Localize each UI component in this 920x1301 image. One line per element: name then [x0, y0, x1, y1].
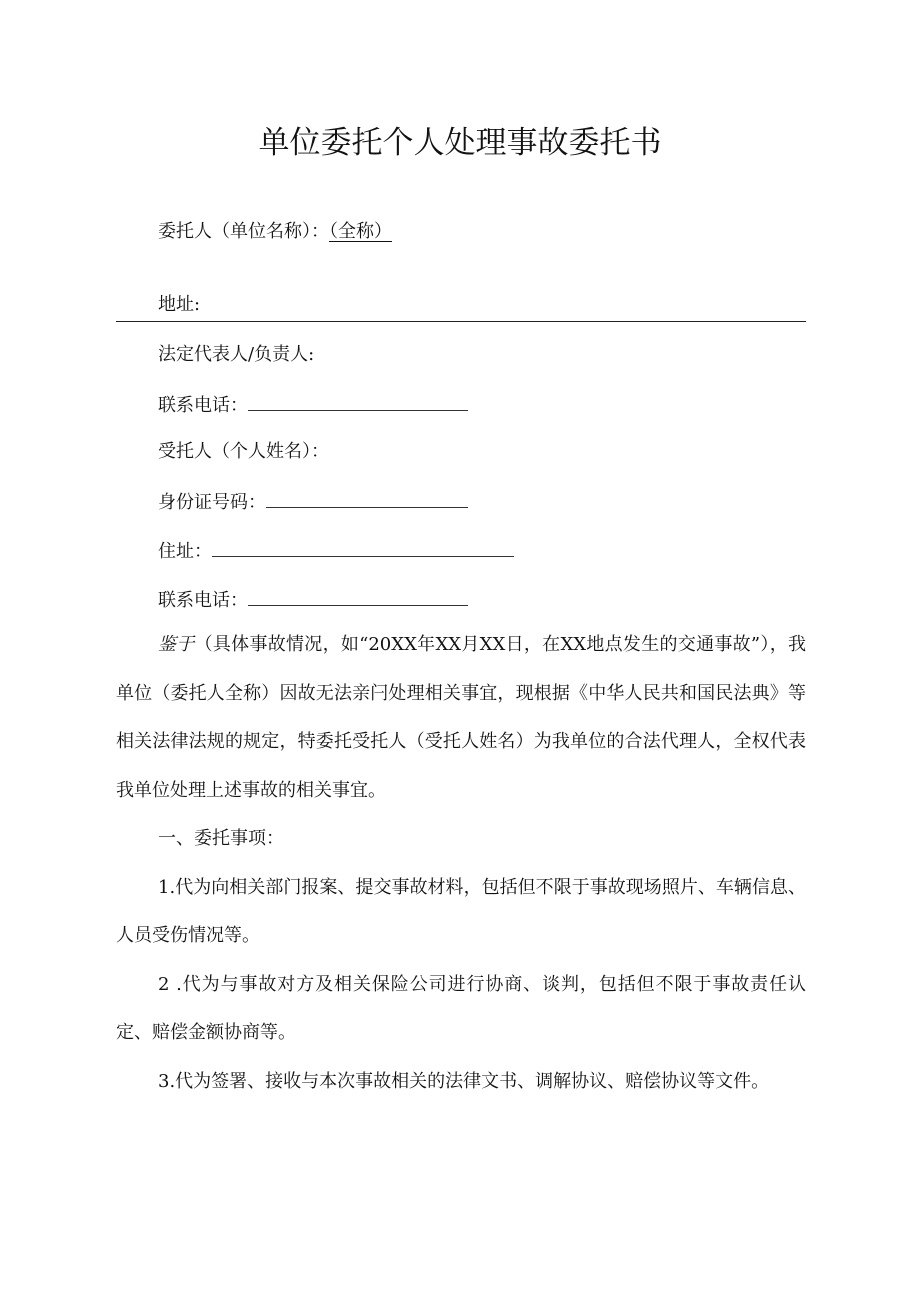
phone2-line [158, 587, 468, 613]
residence-blank [212, 538, 514, 557]
phone2-label: 联系电话： [158, 590, 248, 611]
address-line [158, 293, 200, 317]
item-1: 1.代为向相关部门报案、提交事故材料，包括但不限于事故现场照片、车辆信息、人员受伤情况等。 [116, 876, 806, 946]
document-title: 单位委托个人处理事故委托书 [258, 125, 662, 161]
item-2: 2 .代为与事故对方及相关保险公司进行协商、谈判，包括但不限于事故责任认定、赔偿金额协商等。 [116, 973, 806, 1043]
section-heading: 一、委托事项： [158, 828, 284, 849]
trustee-label: 受托人（个人姓名）： [158, 441, 329, 462]
intro-paragraph [116, 621, 806, 815]
item-3: 3.代为签署、接收与本次事故相关的法律文书、调解协议、赔偿协议等文件。 [158, 1070, 770, 1092]
client-line [158, 220, 392, 244]
trustee-line [158, 440, 329, 464]
client-label: 委托人（单位名称）： [158, 221, 329, 242]
phone2-blank [248, 587, 468, 606]
client-value: （全称） [329, 221, 392, 242]
body-text [116, 621, 806, 1106]
intro-rest: （具体事故情况，如“20XX年XX月XX日，在XX地点发生的交通事故”），我单位（委托人全称）因故无法亲闩处理相关事宜，现根据《中华人民共和国民法典》等相关法律法规的规定，特委托受托人（受托人姓名）为我单位的合法代理人，全权代表我单位处理上述事故的相关事宜。 [116, 634, 806, 801]
intro-lead: 鉴于 [158, 634, 195, 655]
legal-rep-label: 法定代表人/负责人: [158, 344, 315, 365]
residence-line [158, 538, 514, 564]
id-label: 身份证号码： [158, 492, 266, 513]
id-line [158, 489, 468, 515]
address-underline [116, 321, 806, 322]
phone1-line [158, 392, 468, 418]
phone1-blank [248, 392, 468, 411]
phone1-label: 联系电话： [158, 395, 248, 416]
address-label: 地址: [158, 294, 201, 315]
residence-label: 住址： [158, 541, 212, 562]
legal-rep-line [158, 343, 314, 367]
id-blank [266, 489, 468, 508]
